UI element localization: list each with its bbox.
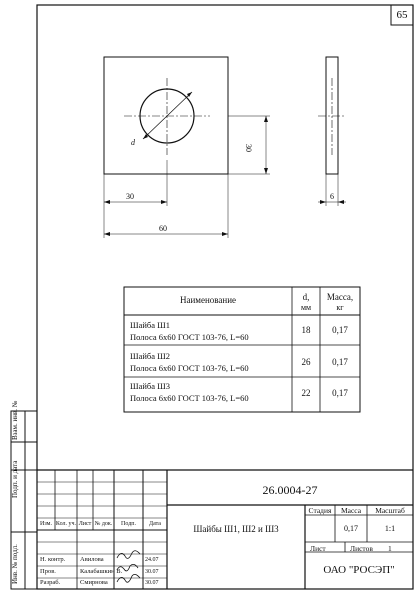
spec-row-name: Шайба Ш1 — [130, 320, 170, 330]
signer-role: Н. контр. — [40, 556, 66, 563]
doc-title: Шайбы Ш1, Ш2 и Ш3 — [193, 524, 279, 534]
spec-row-mass: 0,17 — [332, 325, 348, 335]
signer-name: Смирнова — [80, 579, 108, 586]
mass-label: Масса — [340, 506, 362, 515]
margin-inv-orig: Инв. № подл. — [11, 544, 19, 584]
col-list: Лист — [78, 521, 92, 527]
sheet-label: Лист — [310, 544, 326, 553]
col-kol: Кол. уч. — [55, 521, 77, 527]
signer-name: Авилова — [80, 556, 104, 563]
signer-role: Разраб. — [40, 579, 61, 586]
spec-header-mass: Масса, — [326, 292, 354, 302]
col-ndok: № док. — [94, 521, 113, 527]
spec-header-name: Наименование — [179, 295, 237, 305]
margin-sign-date: Подп. и дата — [11, 460, 19, 498]
dimension-label-height: 30 — [244, 144, 253, 152]
signer-date: 30.07 — [145, 569, 159, 575]
plate-side-view — [318, 57, 346, 206]
signer-date: 30.07 — [145, 580, 159, 586]
spec-row-name: Шайба Ш2 — [130, 351, 170, 361]
col-podp: Подп. — [121, 521, 136, 527]
sheets-label: Листов — [350, 544, 373, 553]
col-data: Дата — [149, 521, 161, 527]
plate-front-view — [104, 57, 228, 174]
signer-name: Калабашкин В. — [80, 568, 123, 575]
spec-header-d: d, — [302, 292, 310, 302]
col-izm: Изм. — [40, 521, 52, 527]
company-name: ОАО "РОСЭП" — [323, 564, 395, 576]
signature-scribbles — [117, 551, 140, 583]
doc-code: 26.0004-27 — [262, 483, 318, 497]
dimension-label-width: 60 — [159, 224, 167, 233]
dimension-half-width — [104, 160, 167, 206]
spec-header-d-unit: мм — [300, 303, 312, 312]
dimension-label-thickness: 6 — [330, 192, 334, 201]
spec-row-name: Шайба Ш3 — [130, 381, 170, 391]
spec-row-material: Полоса 6х60 ГОСТ 103-76, L=60 — [130, 363, 249, 373]
margin-inv-dup: Взам. инв. № — [11, 400, 19, 440]
signer-role: Пров. — [40, 568, 56, 575]
spec-row-d: 26 — [301, 357, 311, 367]
dimension-label-diameter: d — [131, 138, 135, 147]
stage-label: Стадия — [308, 506, 332, 515]
scale-label: Масштаб — [375, 506, 405, 515]
spec-header-mass-unit: кг — [336, 303, 344, 312]
signer-date: 24.07 — [145, 557, 159, 563]
page-number: 65 — [396, 9, 408, 21]
dimension-label-half-width: 30 — [126, 192, 134, 201]
spec-row-mass: 0,17 — [332, 357, 348, 367]
spec-row-material: Полоса 6х60 ГОСТ 103-76, L=60 — [130, 393, 249, 403]
spec-row-mass: 0,17 — [332, 388, 348, 398]
spec-row-material: Полоса 6х60 ГОСТ 103-76, L=60 — [130, 332, 249, 342]
sheets-value: 1 — [388, 544, 392, 553]
scale-value: 1:1 — [384, 524, 396, 533]
spec-row-d: 18 — [301, 325, 311, 335]
spec-row-d: 22 — [301, 388, 311, 398]
mass-value: 0,17 — [344, 524, 358, 533]
